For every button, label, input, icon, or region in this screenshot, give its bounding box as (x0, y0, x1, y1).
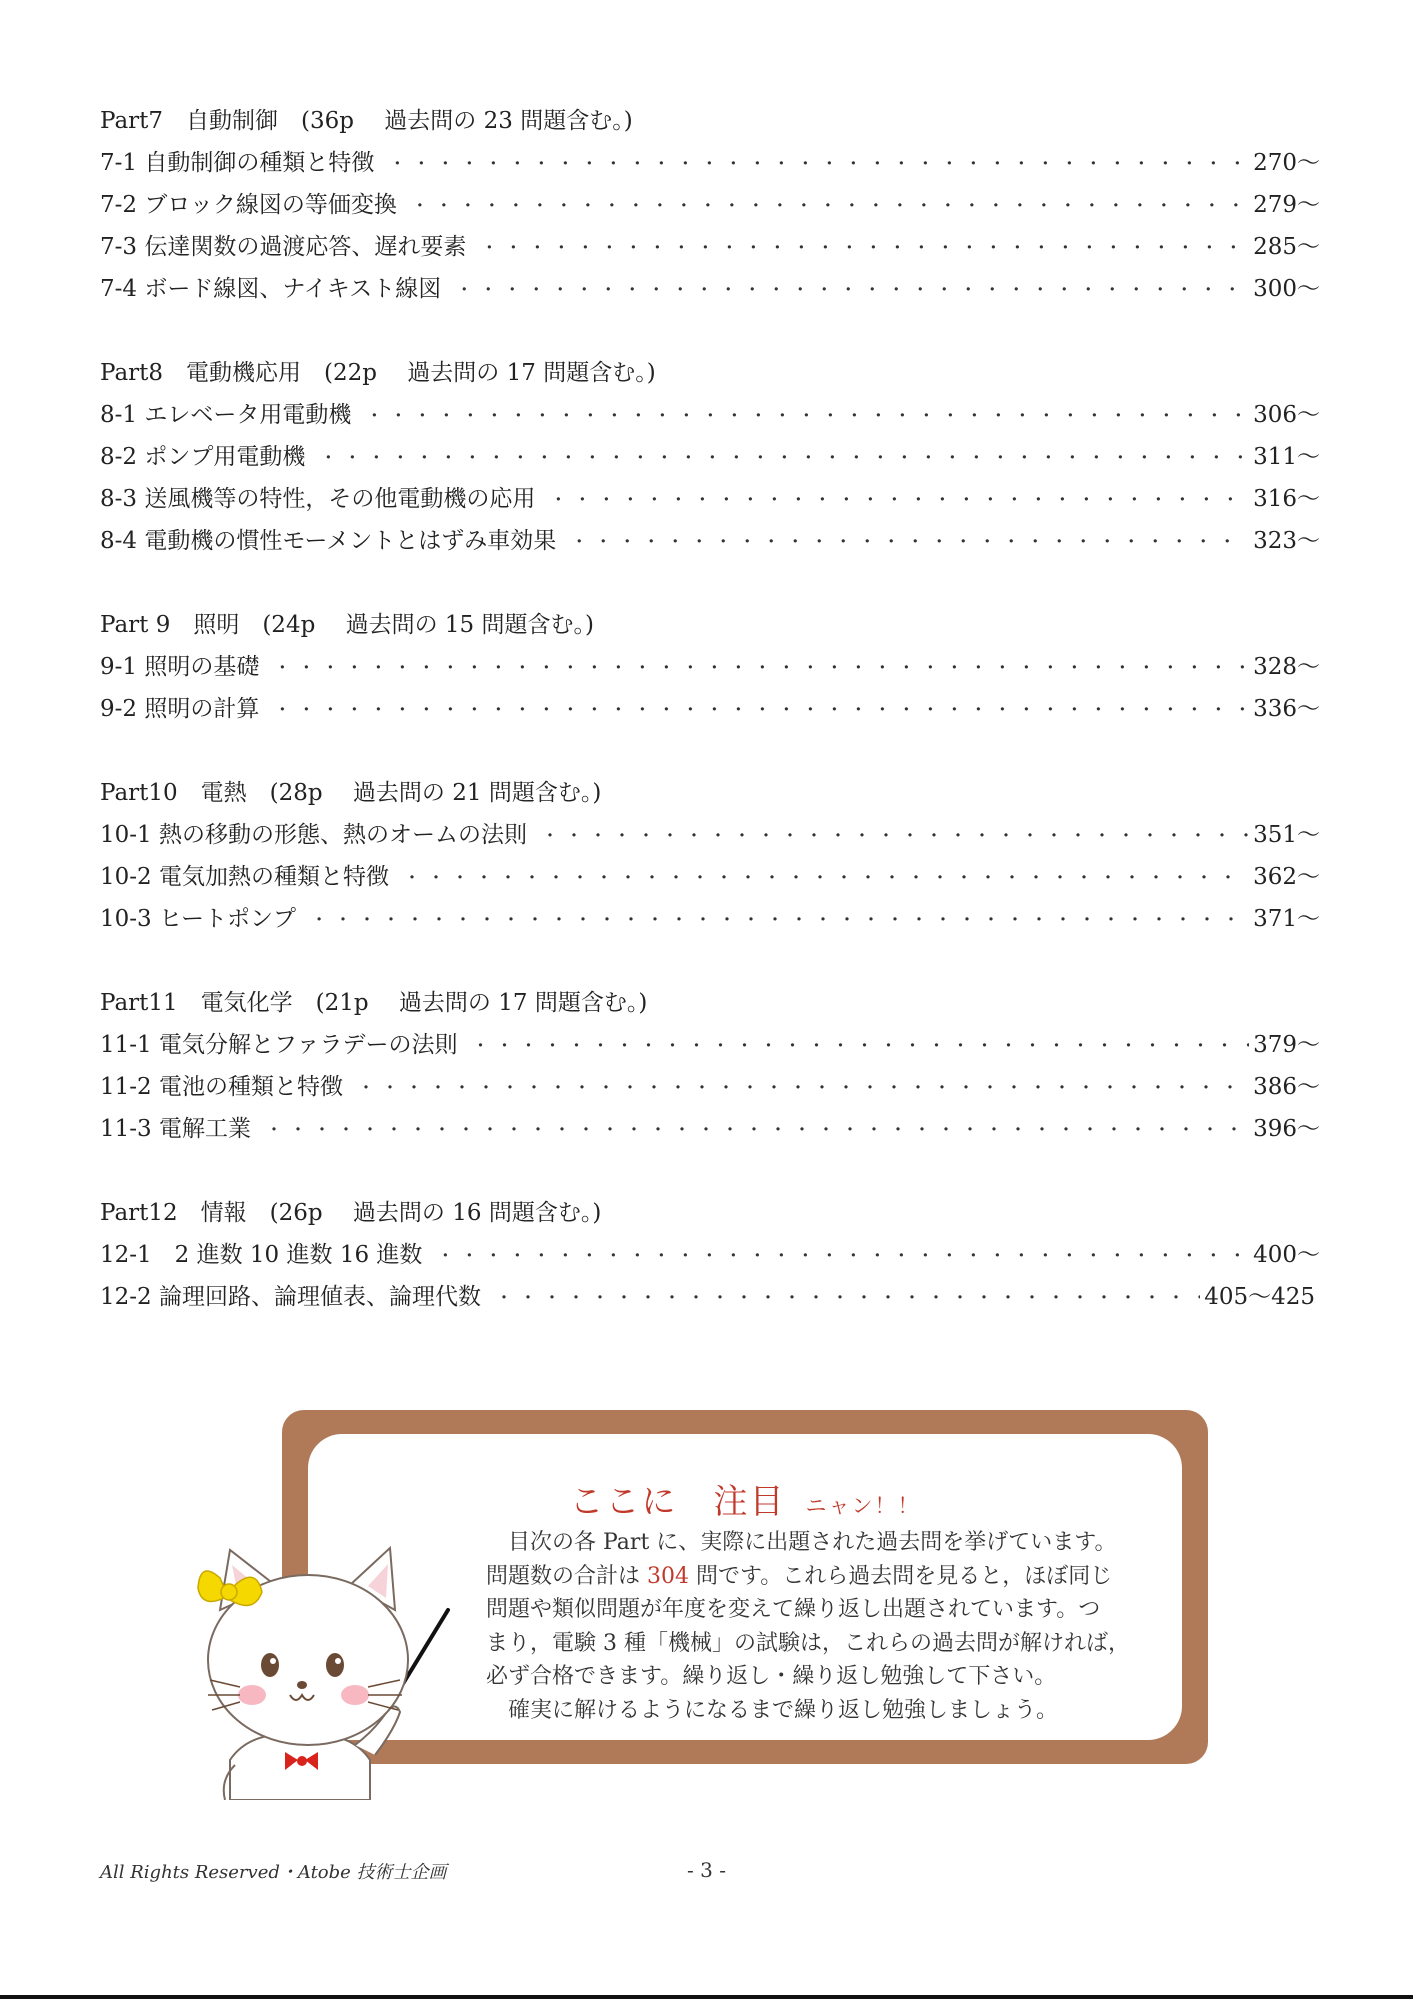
bottom-rule (0, 1995, 1413, 1999)
entry-page: 396～ (1253, 1116, 1320, 1142)
entry-page: 405～425 (1204, 1284, 1315, 1310)
toc-entry (100, 1234, 1320, 1276)
part-title: Part 9 照明 (24p 過去問の 15 問題含む。) (100, 612, 594, 638)
entry-label: 11-2 電池の種類と特徴 (100, 1074, 343, 1100)
table-of-contents (100, 100, 1320, 1360)
toc-entry (100, 142, 1320, 184)
entry-page: 362～ (1253, 864, 1320, 890)
toc-entry (100, 1066, 1320, 1108)
leader-dots (403, 858, 1249, 900)
toc-entry (100, 688, 1320, 730)
leader-dots (495, 1278, 1200, 1320)
entry-label: 10-1 熱の移動の形態、熱のオームの法則 (100, 822, 527, 848)
entry-page: 336～ (1253, 696, 1320, 722)
part-title: Part8 電動機応用 (22p 過去問の 17 問題含む。) (100, 360, 656, 386)
entry-label: 8-3 送風機等の特性，その他電動機の応用 (100, 486, 536, 512)
toc-entry (100, 436, 1320, 478)
toc-part-12 (100, 1192, 1320, 1318)
leader-dots (472, 1026, 1250, 1068)
toc-entry (100, 1024, 1320, 1066)
entry-page: 316～ (1253, 486, 1320, 512)
cat-cheek-left (238, 1685, 266, 1705)
entry-page: 371～ (1253, 906, 1320, 932)
toc-part-11 (100, 982, 1320, 1150)
entry-page: 300～ (1253, 276, 1320, 302)
board-line-text: 問です。これら過去問を見ると，ほぼ同じ (689, 1563, 1113, 1589)
leader-dots (388, 144, 1249, 186)
toc-entry (100, 856, 1320, 898)
entry-page: 328～ (1253, 654, 1320, 680)
question-total: 304 (647, 1563, 689, 1589)
leader-dots (265, 1110, 1249, 1152)
entry-label: 7-1 自動制御の種類と特徴 (100, 150, 375, 176)
leader-dots (357, 1068, 1249, 1110)
entry-page: 311～ (1253, 444, 1320, 470)
part-title: Part12 情報 (26p 過去問の 16 問題含む。) (100, 1200, 602, 1226)
leader-dots (319, 438, 1249, 480)
cat-mascot-illustration (190, 1530, 450, 1800)
page-number: - 3 - (687, 1858, 726, 1882)
entry-label: 7-3 伝達関数の過渡応答、遅れ要素 (100, 234, 467, 260)
toc-part-8 (100, 352, 1320, 562)
entry-label: 9-2 照明の計算 (100, 696, 260, 722)
leader-dots (570, 522, 1249, 564)
toc-entry (100, 1276, 1315, 1318)
entry-label: 8-1 エレベータ用電動機 (100, 402, 352, 428)
toc-entry (100, 1108, 1320, 1150)
entry-page: 386～ (1253, 1074, 1320, 1100)
board-line: 必ず合格できます。繰り返し・繰り返し勉強して下さい。 (486, 1664, 1057, 1689)
board-title-small: ニャン！！ (805, 1494, 921, 1518)
entry-label: 10-2 電気加熱の種類と特徴 (100, 864, 389, 890)
entry-label: 7-4 ボード線図、ナイキスト線図 (100, 276, 442, 302)
copyright-text: All Rights Reserved・Atobe 技術士企画 (100, 1862, 447, 1883)
entry-page: 379～ (1253, 1032, 1320, 1058)
leader-dots (310, 900, 1249, 942)
board-message (486, 1526, 1186, 1727)
toc-entry (100, 478, 1320, 520)
entry-label: 12-2 論理回路、論理値表、論理代数 (100, 1284, 481, 1310)
part-title: Part7 自動制御 (36p 過去問の 23 問題含む。) (100, 108, 633, 134)
entry-page: 279～ (1253, 192, 1320, 218)
board-line: まり，電験 3 種「機械」の試験は，これらの過去問が解ければ， (486, 1630, 1130, 1656)
entry-label: 10-3 ヒートポンプ (100, 906, 297, 932)
leader-dots (541, 816, 1249, 858)
leader-dots (365, 396, 1249, 438)
entry-label: 11-3 電解工業 (100, 1116, 251, 1142)
toc-entry (100, 814, 1320, 856)
entry-page: 400～ (1253, 1242, 1320, 1268)
leader-dots (549, 480, 1249, 522)
board-line: 問題や類似問題が年度を変えて繰り返し出題されています。つ (486, 1597, 1101, 1622)
entry-label: 9-1 照明の基礎 (100, 654, 260, 680)
toc-entry (100, 898, 1320, 940)
board-title-main: ここに 注目 (569, 1482, 786, 1522)
leader-dots (411, 186, 1249, 228)
toc-entry (100, 646, 1320, 688)
leader-dots (436, 1236, 1249, 1278)
leader-dots (455, 270, 1249, 312)
toc-entry (100, 268, 1320, 310)
cat-nose (297, 1681, 307, 1689)
entry-label: 8-4 電動機の慣性モーメントとはずみ車効果 (100, 528, 557, 554)
entry-label: 8-2 ポンプ用電動機 (100, 444, 306, 470)
toc-entry (100, 394, 1320, 436)
part-title: Part11 電気化学 (21p 過去問の 17 問題含む。) (100, 990, 648, 1016)
toc-entry (100, 184, 1320, 226)
cat-cheek-right (341, 1685, 369, 1705)
entry-page: 285～ (1253, 234, 1320, 260)
cat-eye-left (261, 1653, 279, 1677)
leader-dots (273, 648, 1249, 690)
leader-dots (273, 690, 1249, 732)
board-line: 目次の各 Part に、実際に出題された過去問を挙げています。 (508, 1530, 1117, 1555)
entry-page: 270～ (1253, 150, 1320, 176)
cat-eye-right (326, 1653, 344, 1677)
toc-entry (100, 226, 1320, 268)
entry-label: 12-1 2 進数 10 進数 16 進数 (100, 1242, 423, 1268)
toc-part-7 (100, 100, 1320, 310)
toc-part-10 (100, 772, 1320, 940)
board-title (308, 1474, 1182, 1523)
entry-page: 306～ (1253, 402, 1320, 428)
part-title: Part10 電熱 (28p 過去問の 21 問題含む。) (100, 780, 602, 806)
entry-page: 351～ (1253, 822, 1320, 848)
entry-page: 323～ (1253, 528, 1320, 554)
leader-dots (480, 228, 1249, 270)
board-line: 確実に解けるようになるまで繰り返し勉強しましょう。 (508, 1697, 1059, 1723)
toc-entry (100, 520, 1320, 562)
board-line (486, 1560, 1186, 1594)
entry-label: 11-1 電気分解とファラデーの法則 (100, 1032, 458, 1058)
entry-label: 7-2 ブロック線図の等価変換 (100, 192, 397, 218)
toc-part-9 (100, 604, 1320, 730)
board-line-text: 問題数の合計は (486, 1563, 647, 1589)
